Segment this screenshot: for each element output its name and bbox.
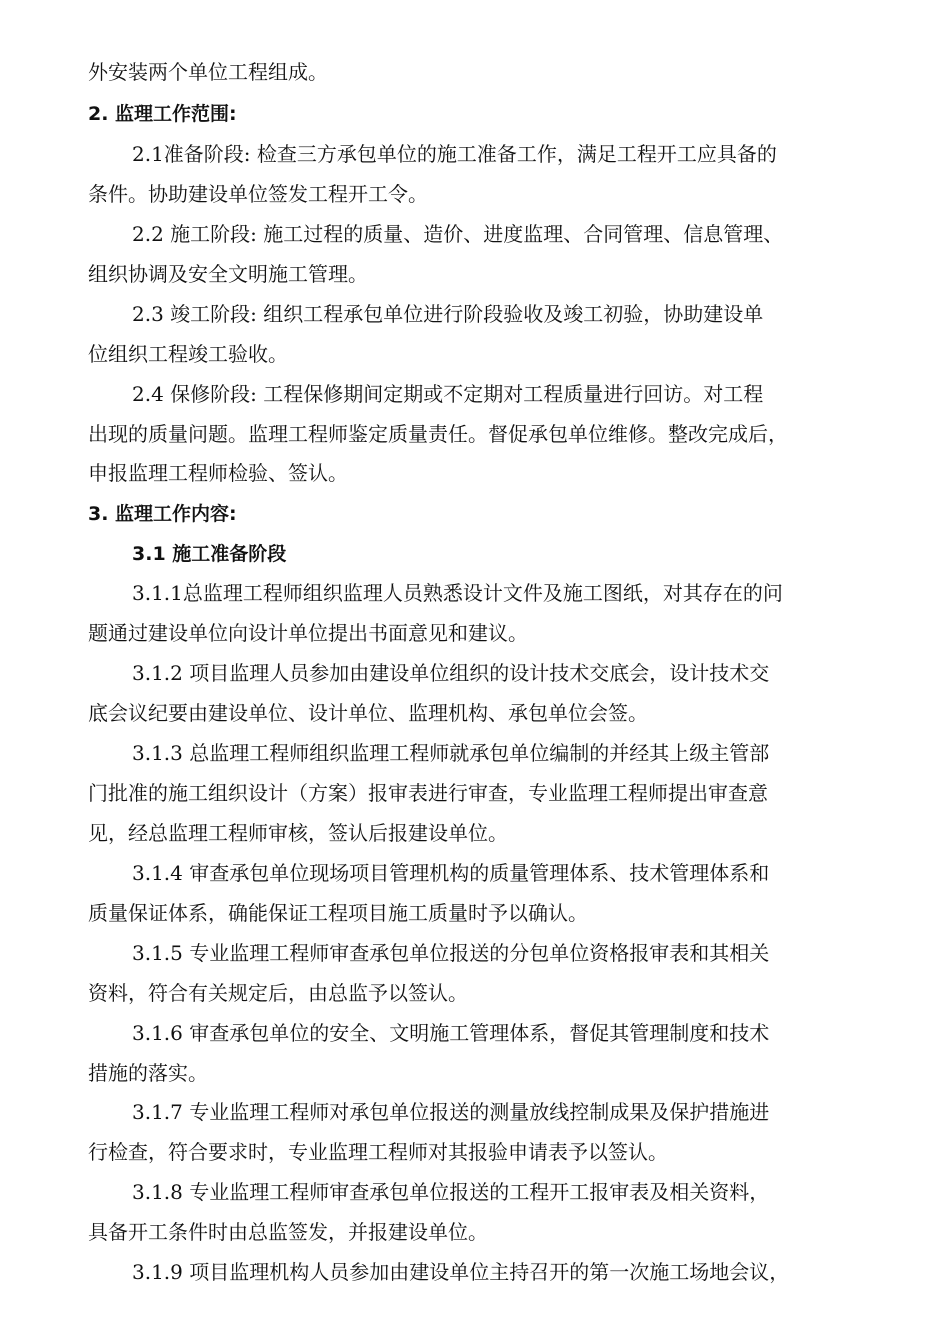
paragraph-line: 3.1.8 专业监理工程师审查承包单位报送的工程开工报审表及相关资料， — [132, 1180, 770, 1204]
paragraph-line: 2.4 保修阶段: 工程保修期间定期或不定期对工程质量进行回访。对工程 — [132, 382, 764, 406]
paragraph-line: 措施的落实。 — [88, 1061, 208, 1085]
paragraph-line: 2.1准备阶段: 检查三方承包单位的施工准备工作，满足工程开工应具备的 — [132, 142, 777, 166]
paragraph-line: 3.1.9 项目监理机构人员参加由建设单位主持召开的第一次施工场地会议， — [132, 1260, 790, 1284]
section-heading: 3. 监理工作内容: — [88, 503, 237, 525]
paragraph-line: 申报监理工程师检验、签认。 — [88, 461, 348, 485]
paragraph-line: 质量保证体系，确能保证工程项目施工质量时予以确认。 — [88, 901, 588, 925]
paragraph-line: 行检查，符合要求时，专业监理工程师对其报验申请表予以签认。 — [88, 1140, 668, 1164]
paragraph-line: 3.1.2 项目监理人员参加由建设单位组织的设计技术交底会，设计技术交 — [132, 661, 770, 685]
paragraph-line: 3.1.7 专业监理工程师对承包单位报送的测量放线控制成果及保护措施进 — [132, 1100, 770, 1124]
paragraph-line: 3.1.6 审查承包单位的安全、文明施工管理体系，督促其管理制度和技术 — [132, 1021, 770, 1045]
section-heading: 2. 监理工作范围: — [88, 103, 237, 125]
subsection-heading: 3.1 施工准备阶段 — [132, 543, 287, 565]
paragraph-line: 2.2 施工阶段: 施工过程的质量、造价、进度监理、合同管理、信息管理、 — [132, 222, 784, 246]
paragraph-line: 外安装两个单位工程组成。 — [88, 60, 328, 84]
paragraph-line: 3.1.1总监理工程师组织监理人员熟悉设计文件及施工图纸，对其存在的问 — [132, 581, 783, 605]
paragraph-line: 3.1.4 审查承包单位现场项目管理机构的质量管理体系、技术管理体系和 — [132, 861, 770, 885]
paragraph-line: 题通过建设单位向设计单位提出书面意见和建议。 — [88, 621, 528, 645]
paragraph-line: 资料，符合有关规定后，由总监予以签认。 — [88, 981, 468, 1005]
paragraph-line: 组织协调及安全文明施工管理。 — [88, 262, 368, 286]
paragraph-line: 底会议纪要由建设单位、设计单位、监理机构、承包单位会签。 — [88, 701, 648, 725]
paragraph-line: 3.1.5 专业监理工程师审查承包单位报送的分包单位资格报审表和其相关 — [132, 941, 770, 965]
paragraph-line: 位组织工程竣工验收。 — [88, 342, 288, 366]
paragraph-line: 3.1.3 总监理工程师组织监理工程师就承包单位编制的并经其上级主管部 — [132, 741, 770, 765]
paragraph-line: 出现的质量问题。监理工程师鉴定质量责任。督促承包单位维修。整改完成后， — [88, 422, 788, 446]
paragraph-line: 条件。协助建设单位签发工程开工令。 — [88, 182, 428, 206]
paragraph-line: 门批准的施工组织设计（方案）报审表进行审查，专业监理工程师提出审查意 — [88, 781, 768, 805]
paragraph-line: 见，经总监理工程师审核，签认后报建设单位。 — [88, 821, 508, 845]
paragraph-line: 具备开工条件时由总监签发，并报建设单位。 — [88, 1220, 488, 1244]
paragraph-line: 2.3 竣工阶段: 组织工程承包单位进行阶段验收及竣工初验，协助建设单 — [132, 302, 764, 326]
